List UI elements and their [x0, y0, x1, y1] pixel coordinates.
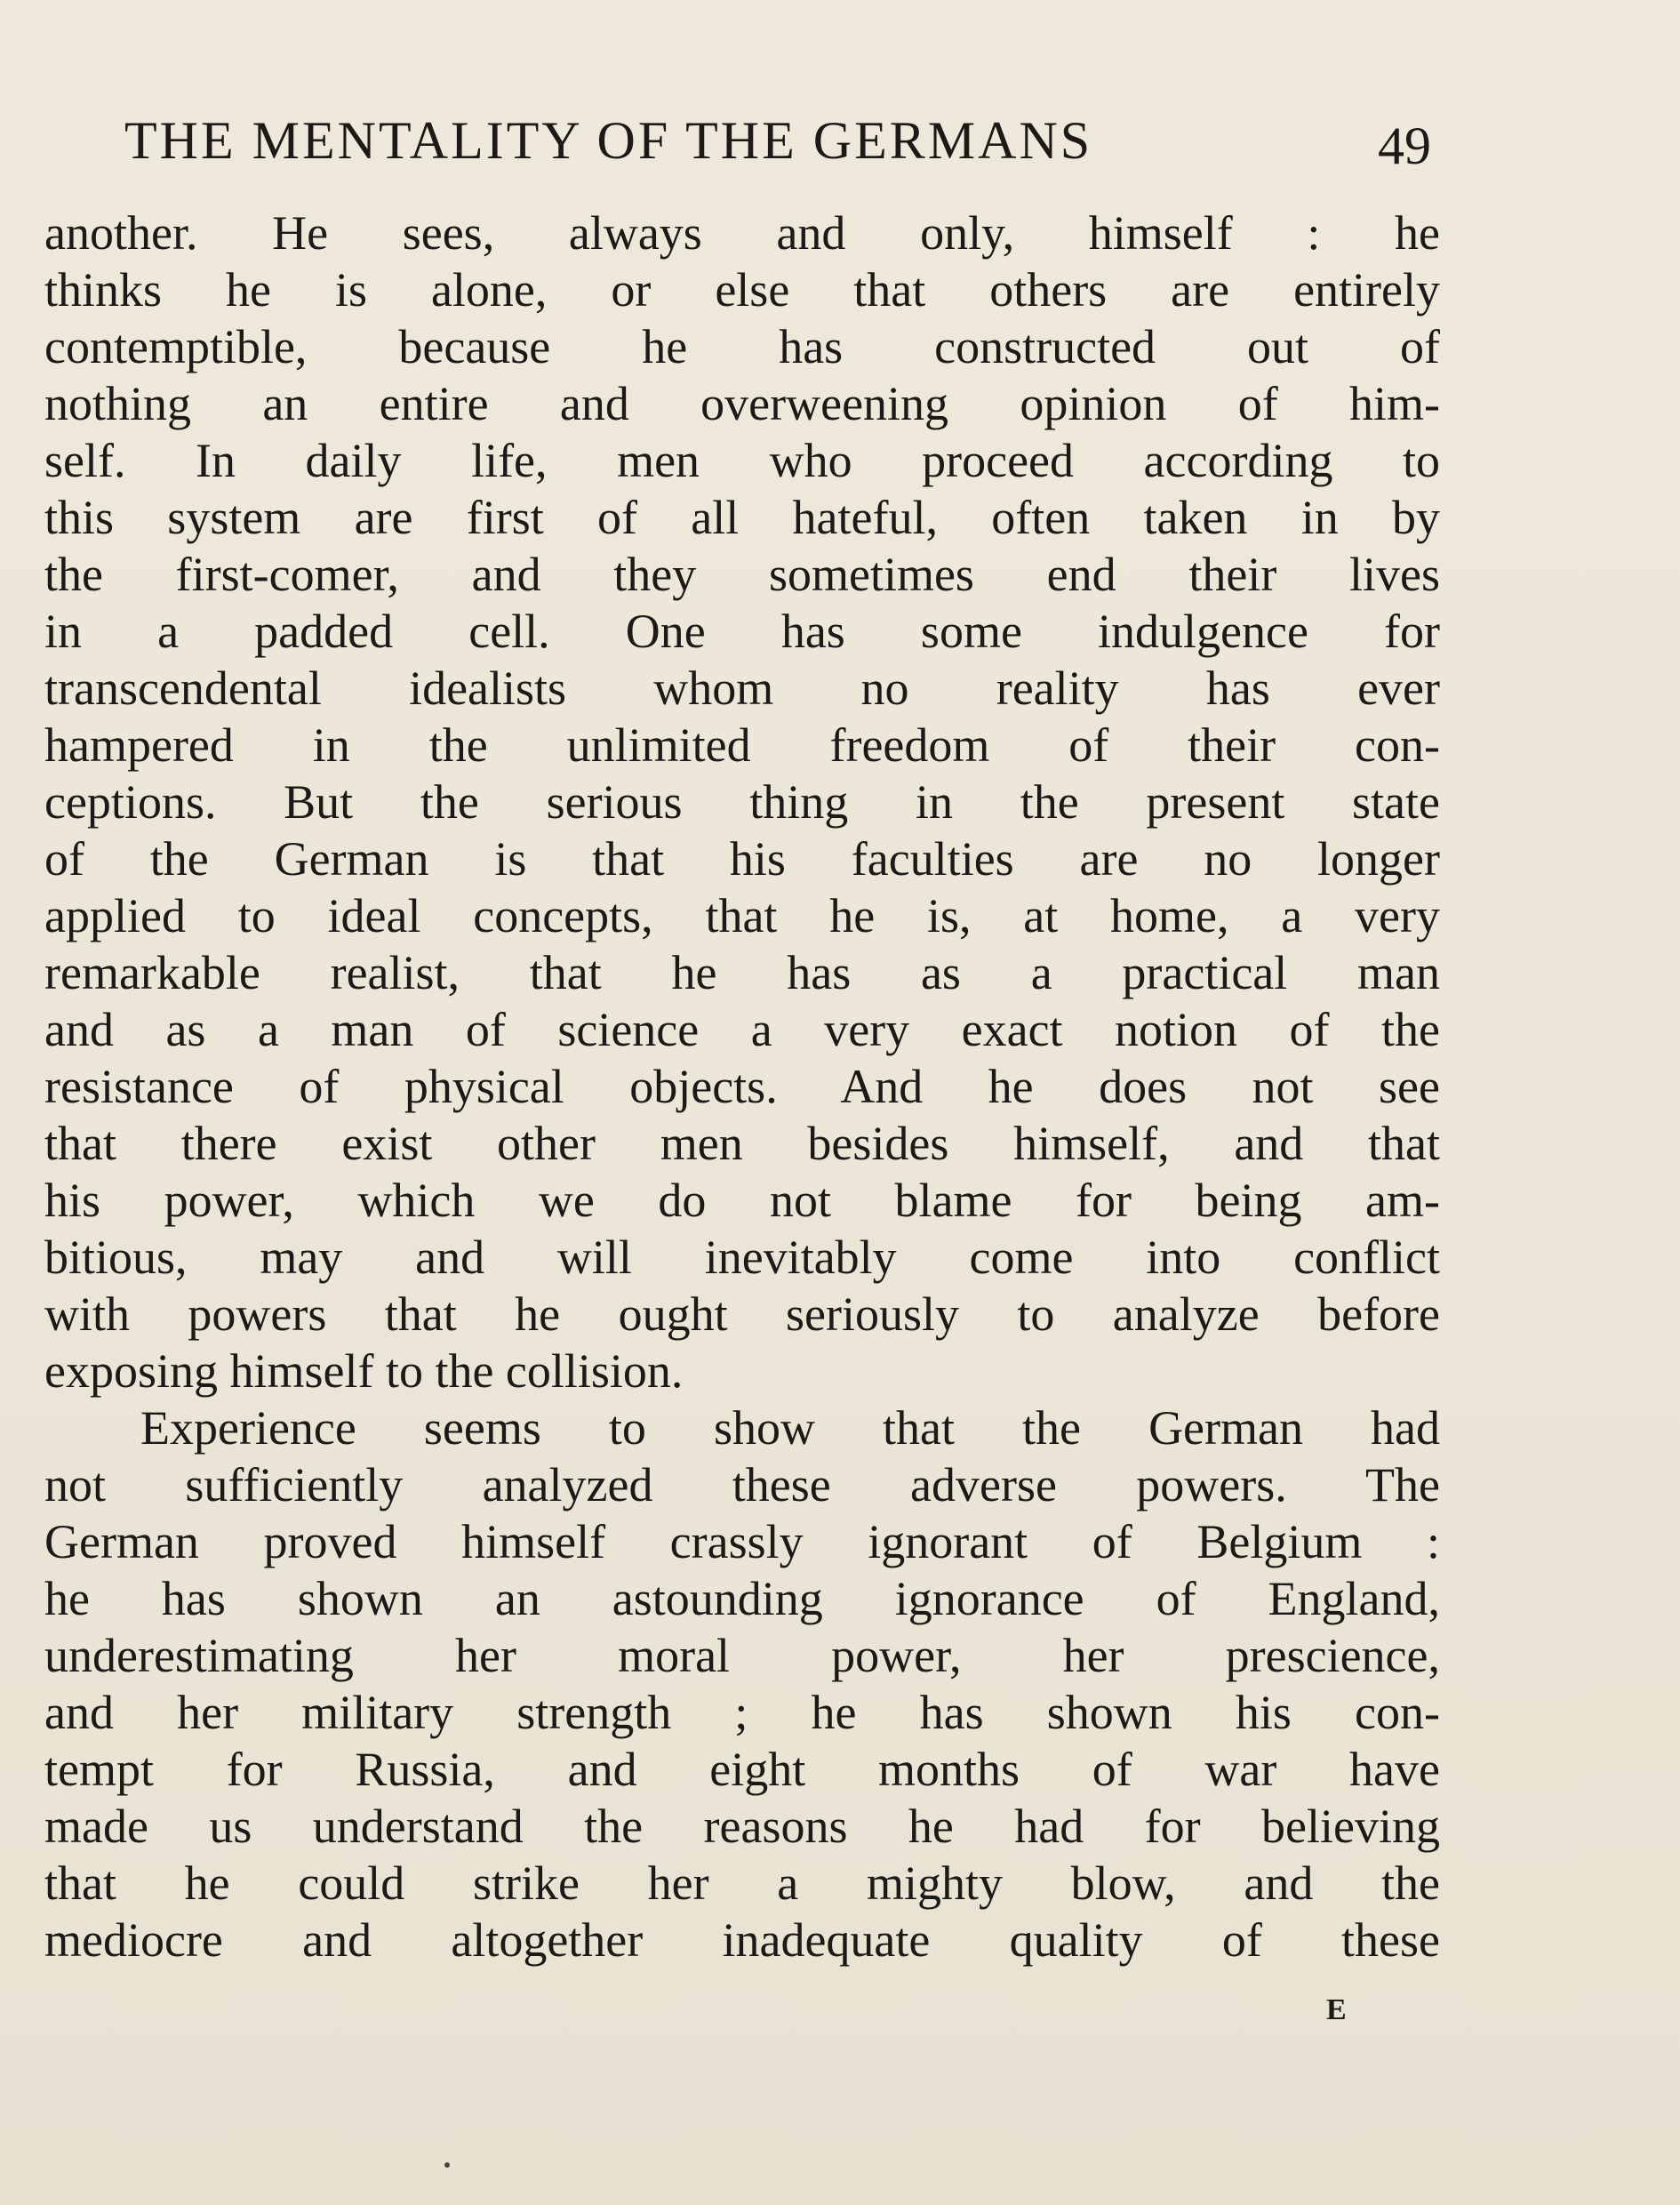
paper-speck [444, 2162, 450, 2168]
text-line: German proved himself crassly ignorant of Belgium : [44, 1515, 1440, 1568]
text-line: tempt for Russia, and eight months of war have [44, 1743, 1440, 1796]
text-line: of the German is that his faculties are no longer [44, 832, 1440, 886]
page-number: 49 [1378, 116, 1431, 175]
text-line: that there exist other men besides himself, and that [44, 1117, 1440, 1170]
text-line: remarkable realist, that he has as a practical man [44, 946, 1440, 999]
text-line: exposing himself to the collision. [44, 1344, 684, 1398]
text-line: this system are first of all hateful, often taken in by [44, 491, 1440, 544]
text-line: thinks he is alone, or else that others are entirely [44, 263, 1440, 317]
text-line: with powers that he ought seriously to analyze before [44, 1287, 1440, 1341]
text-line: the first-comer, and they sometimes end their lives [44, 548, 1440, 601]
text-line: resistance of physical objects. And he does not see [44, 1060, 1440, 1113]
text-line: mediocre and altogether inadequate quality of these [44, 1913, 1440, 1967]
text-line: not sufficiently analyzed these adverse powers. The [44, 1458, 1440, 1511]
text-line: ceptions. But the serious thing in the present state [44, 775, 1440, 829]
text-line: in a padded cell. One has some indulgence for [44, 605, 1440, 658]
text-line: hampered in the unlimited freedom of their con- [44, 718, 1440, 772]
text-line: and her military strength ; he has shown his con- [44, 1686, 1440, 1739]
text-line: self. In daily life, men who proceed according to [44, 434, 1440, 487]
running-head [124, 105, 1431, 176]
text-line: contemptible, because he has constructed out of [44, 320, 1440, 373]
text-line: bitious, may and will inevitably come into conflict [44, 1231, 1440, 1284]
text-line: nothing an entire and overweening opinion of him- [44, 377, 1440, 430]
signature-mark: E [1326, 1993, 1348, 2026]
text-line: made us understand the reasons he had for believing [44, 1800, 1440, 1853]
text-line: applied to ideal concepts, that he is, at home, a very [44, 889, 1440, 942]
text-line: underestimating her moral power, her prescience, [44, 1629, 1440, 1682]
text-line: Experience seems to show that the German had [140, 1401, 1440, 1455]
text-line: that he could strike her a mighty blow, and the [44, 1856, 1440, 1910]
text-line: and as a man of science a very exact notion of the [44, 1003, 1440, 1056]
text-line: transcendental idealists whom no reality has ever [44, 662, 1440, 715]
text-line: his power, which we do not blame for being am- [44, 1174, 1440, 1227]
text-line: another. He sees, always and only, himself : he [44, 206, 1440, 260]
running-title: THE MENTALITY OF THE GERMANS [124, 111, 1093, 170]
body-text [44, 204, 1440, 1968]
text-line: he has shown an astounding ignorance of England, [44, 1572, 1440, 1625]
